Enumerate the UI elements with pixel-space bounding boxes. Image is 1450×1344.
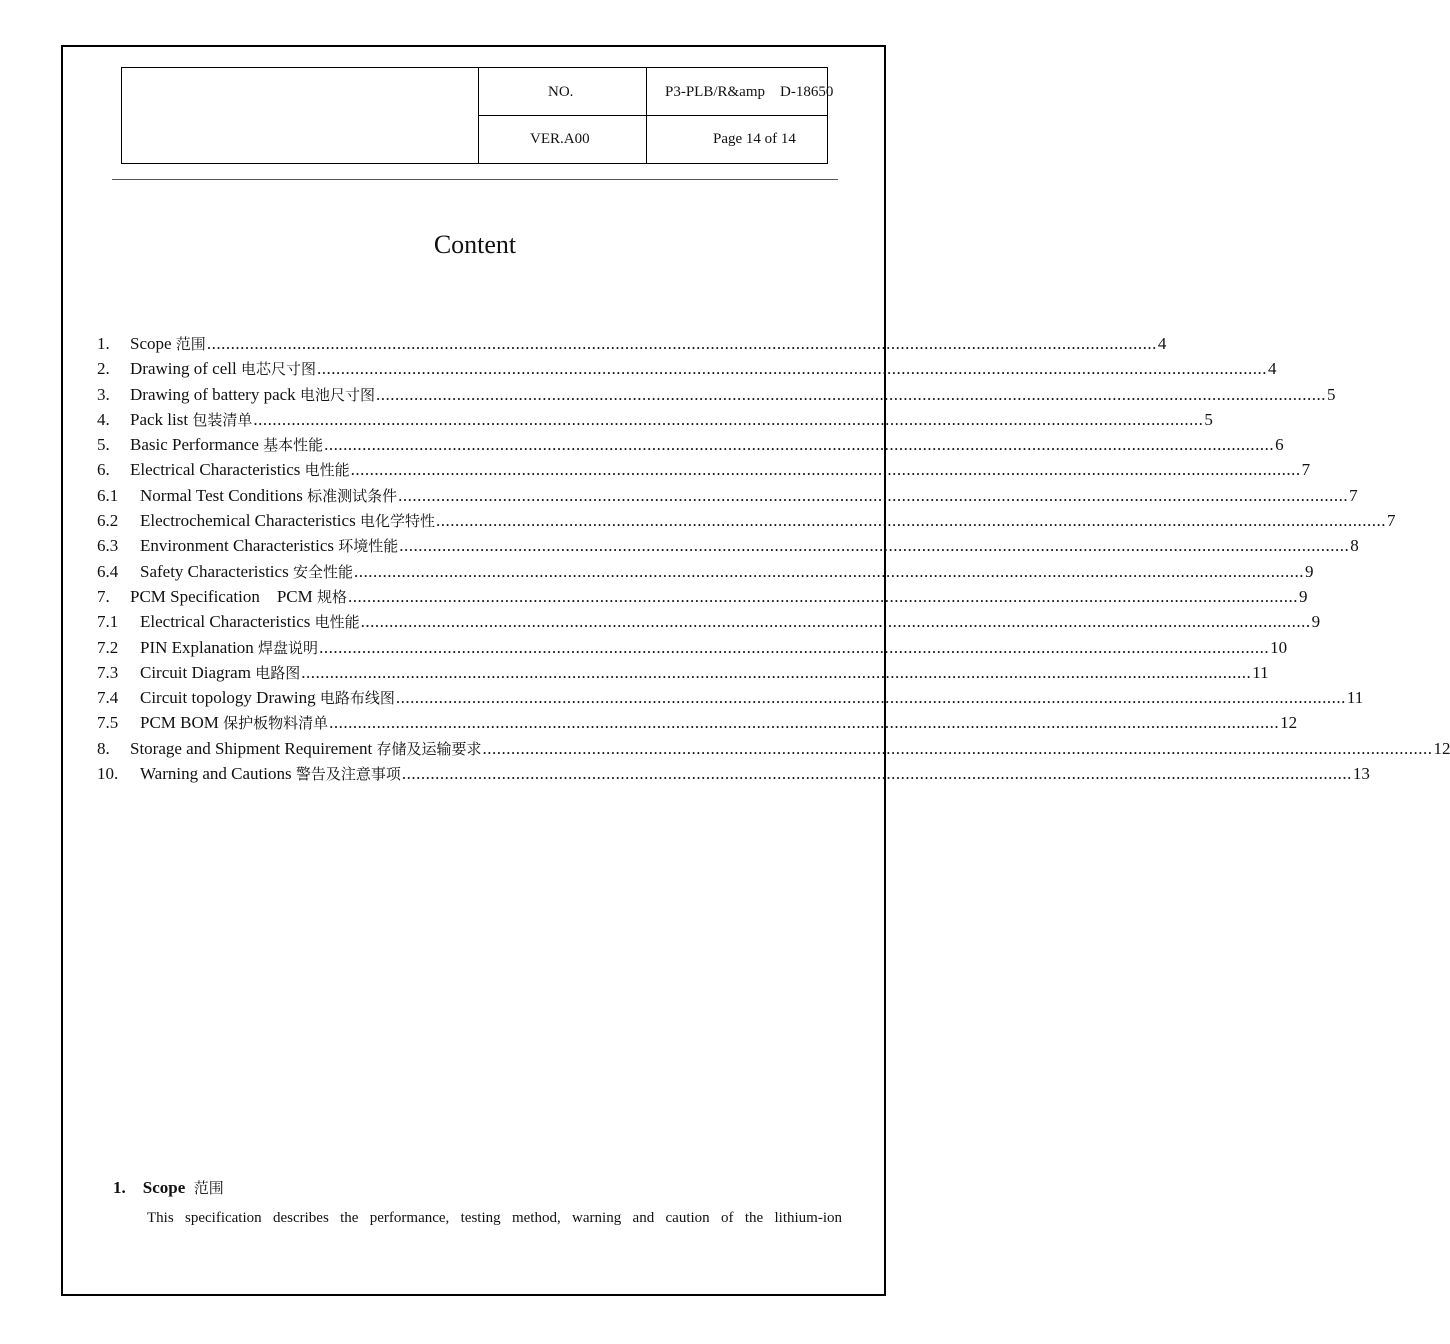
toc-page-number: 12 bbox=[1433, 738, 1450, 758]
toc-number: 7.4 bbox=[97, 688, 119, 708]
toc-title-en: Drawing of cell bbox=[130, 359, 237, 379]
toc-entry[interactable] bbox=[97, 687, 1364, 712]
section-number: 1. bbox=[113, 1178, 126, 1197]
toc-number: 7.5 bbox=[97, 713, 119, 733]
version-label: VER.A00 bbox=[530, 131, 590, 147]
toc-title-zh: 保护板物料清单 bbox=[223, 714, 329, 733]
toc-leader: ........................................................................................................................................................................................................ bbox=[348, 586, 1299, 606]
toc-title bbox=[130, 434, 323, 455]
toc-leader: ........................................................................................................................................................................................................ bbox=[435, 511, 1386, 531]
toc-page-number: 7 bbox=[1386, 511, 1396, 531]
toc-title-zh: 范围 bbox=[175, 335, 206, 353]
toc-title-en: PIN Explanation bbox=[140, 637, 254, 657]
toc-leader: ........................................................................................................................................................................................................ bbox=[329, 713, 1280, 733]
toc-title-en: Electrical Characteristics bbox=[130, 460, 301, 480]
toc-leader: ........................................................................................................................................................................................................ bbox=[395, 688, 1346, 708]
toc-title-en: PCM Specification PCM bbox=[130, 586, 313, 606]
toc-page-number: 9 bbox=[1311, 612, 1321, 632]
toc-title bbox=[140, 485, 397, 506]
toc-entry[interactable] bbox=[97, 662, 1269, 687]
toc-entry[interactable] bbox=[97, 712, 1298, 737]
toc-leader: ........................................................................................................................................................................................................ bbox=[482, 738, 1433, 758]
toc-leader: ........................................................................................................................................................................................................ bbox=[319, 637, 1270, 657]
toc-entry[interactable] bbox=[97, 561, 1314, 586]
page-title: Content bbox=[433, 230, 517, 259]
toc-title-zh: 电芯尺寸图 bbox=[240, 360, 316, 379]
toc-title-en: Scope bbox=[130, 334, 172, 353]
toc-title-en: Safety Characteristics bbox=[140, 561, 289, 581]
section-title-zh: 范围 bbox=[193, 1179, 224, 1197]
toc-leader: ........................................................................................................................................................................................................ bbox=[350, 460, 1301, 480]
toc-page-number: 11 bbox=[1346, 688, 1364, 708]
section-heading bbox=[113, 1177, 224, 1198]
toc-page-number: 9 bbox=[1304, 561, 1314, 581]
toc-leader: ........................................................................................................................................................................................................ bbox=[316, 359, 1267, 379]
section-title: Scope bbox=[142, 1178, 186, 1197]
toc-leader: ........................................................................................................................................................................................................ bbox=[360, 612, 1311, 632]
toc-title-zh: 包装清单 bbox=[192, 410, 253, 429]
toc-title-zh: 电化学特性 bbox=[359, 512, 435, 531]
toc-entry[interactable] bbox=[97, 485, 1358, 510]
doc-number-value: P3-PLB/R&amp D-18650 bbox=[665, 84, 834, 100]
toc-number: 7.1 bbox=[97, 612, 119, 632]
toc-title-zh: 规格 bbox=[317, 587, 348, 606]
toc-title bbox=[130, 738, 481, 759]
toc-entry[interactable] bbox=[97, 459, 1311, 484]
toc-page-number: 13 bbox=[1352, 764, 1370, 784]
toc-title bbox=[140, 637, 318, 658]
toc-title-zh: 标准测试条件 bbox=[307, 486, 398, 505]
toc-number: 7.3 bbox=[97, 662, 119, 682]
toc-entry[interactable] bbox=[97, 409, 1213, 434]
toc-title bbox=[130, 384, 375, 405]
toc-title-en: Pack list bbox=[130, 409, 189, 429]
toc-leader: ........................................................................................................................................................................................................ bbox=[353, 561, 1304, 581]
toc-number: 6.3 bbox=[97, 536, 119, 556]
toc-title bbox=[140, 611, 360, 632]
toc-page-number: 8 bbox=[1350, 536, 1359, 556]
toc-entry[interactable] bbox=[97, 510, 1396, 535]
toc-title-en: Circuit Diagram bbox=[140, 662, 251, 682]
toc-page-number: 10 bbox=[1270, 637, 1288, 657]
toc-entry[interactable] bbox=[97, 611, 1321, 636]
toc-page-number: 4 bbox=[1157, 334, 1167, 353]
toc-title bbox=[130, 409, 252, 430]
toc-number: 2. bbox=[97, 359, 110, 379]
toc-page-number: 4 bbox=[1267, 359, 1277, 379]
toc-number: 4. bbox=[97, 409, 110, 429]
toc-title bbox=[140, 763, 401, 784]
header-rule bbox=[112, 179, 838, 180]
toc-number: 8. bbox=[97, 738, 110, 758]
toc-title bbox=[140, 712, 328, 733]
toc-page-number: 5 bbox=[1204, 409, 1213, 429]
toc-title bbox=[140, 561, 353, 582]
toc-number: 7. bbox=[97, 586, 110, 606]
toc-entry[interactable] bbox=[97, 333, 1167, 358]
toc-leader: ........................................................................................................................................................................................................ bbox=[398, 485, 1349, 505]
toc-leader: ........................................................................................................................................................................................................ bbox=[301, 662, 1252, 682]
toc-title-zh: 电路图 bbox=[255, 663, 301, 682]
toc-number: 6.4 bbox=[97, 561, 119, 581]
toc-title bbox=[140, 687, 395, 708]
toc-entry[interactable] bbox=[97, 434, 1284, 459]
toc-number: 6.2 bbox=[97, 511, 119, 531]
toc-title bbox=[130, 586, 347, 607]
toc-title-zh: 电性能 bbox=[314, 613, 360, 632]
toc-number: 6. bbox=[97, 460, 110, 480]
toc-number: 6.1 bbox=[97, 485, 119, 505]
toc-page-number: 11 bbox=[1252, 662, 1269, 682]
toc-number: 7.2 bbox=[97, 637, 119, 657]
toc-leader: ........................................................................................................................................................................................................ bbox=[375, 384, 1326, 404]
toc-title bbox=[140, 510, 435, 531]
toc-title-zh: 环境性能 bbox=[338, 537, 399, 556]
toc-title bbox=[140, 535, 398, 556]
toc-title-en: Electrochemical Characteristics bbox=[140, 511, 356, 531]
toc-number: 3. bbox=[97, 384, 110, 404]
toc-entry[interactable] bbox=[97, 384, 1336, 409]
toc-number: 10. bbox=[97, 764, 119, 784]
toc-number: 1. bbox=[97, 334, 110, 353]
toc-page-number: 7 bbox=[1349, 485, 1358, 505]
toc-title-en: Electrical Characteristics bbox=[140, 612, 311, 632]
toc-title-en: Storage and Shipment Requirement bbox=[130, 738, 373, 758]
toc-title-en: Circuit topology Drawing bbox=[140, 688, 316, 708]
toc-page-number: 5 bbox=[1326, 384, 1336, 404]
toc-title-en: Normal Test Conditions bbox=[140, 485, 303, 505]
toc-number: 5. bbox=[97, 435, 110, 455]
toc-title bbox=[130, 333, 206, 354]
toc-title-en: Drawing of battery pack bbox=[130, 384, 296, 404]
page-counter: Page 14 of 14 bbox=[713, 131, 796, 147]
header-divider bbox=[478, 115, 827, 116]
doc-number-label: NO. bbox=[548, 84, 574, 100]
toc-page-number: 6 bbox=[1275, 435, 1284, 455]
toc-page-number: 9 bbox=[1299, 586, 1308, 606]
toc-entry[interactable] bbox=[97, 586, 1308, 611]
toc-entry[interactable] bbox=[97, 637, 1288, 662]
toc-leader: ........................................................................................................................................................................................................ bbox=[324, 435, 1275, 455]
toc-title-en: PCM BOM bbox=[140, 713, 219, 733]
toc-title-zh: 电池尺寸图 bbox=[299, 385, 375, 404]
toc-title-zh: 焊盘说明 bbox=[258, 638, 319, 657]
toc-leader: ........................................................................................................................................................................................................ bbox=[401, 764, 1352, 784]
table-of-contents bbox=[97, 333, 1450, 788]
toc-leader: ........................................................................................................................................................................................................ bbox=[399, 536, 1350, 556]
toc-title bbox=[140, 662, 300, 683]
toc-title-zh: 电路布线图 bbox=[319, 689, 395, 708]
toc-entry[interactable] bbox=[97, 738, 1450, 763]
toc-title-zh: 存储及运输要求 bbox=[376, 739, 482, 758]
toc-title-en: Basic Performance bbox=[130, 435, 259, 455]
toc-entry[interactable] bbox=[97, 763, 1370, 788]
toc-title bbox=[130, 358, 316, 379]
toc-title-en: Warning and Cautions bbox=[140, 764, 292, 784]
toc-title-zh: 电性能 bbox=[304, 461, 350, 480]
toc-title-en: Environment Characteristics bbox=[140, 536, 335, 556]
toc-leader: ........................................................................................................................................................................................................ bbox=[206, 334, 1157, 353]
toc-entry[interactable] bbox=[97, 535, 1359, 560]
toc-title-zh: 安全性能 bbox=[292, 562, 353, 581]
header-table bbox=[121, 67, 834, 164]
toc-title bbox=[130, 459, 350, 480]
toc-entry[interactable] bbox=[97, 358, 1277, 383]
toc-title-zh: 基本性能 bbox=[263, 436, 324, 455]
toc-title-zh: 警告及注意事项 bbox=[295, 765, 401, 784]
toc-page-number: 7 bbox=[1301, 460, 1311, 480]
section-body: This specification describes the performance, testing method, warning and caution of the lithium-ion bbox=[147, 1210, 842, 1226]
toc-leader: ........................................................................................................................................................................................................ bbox=[253, 409, 1204, 429]
toc-page-number: 12 bbox=[1280, 713, 1298, 733]
